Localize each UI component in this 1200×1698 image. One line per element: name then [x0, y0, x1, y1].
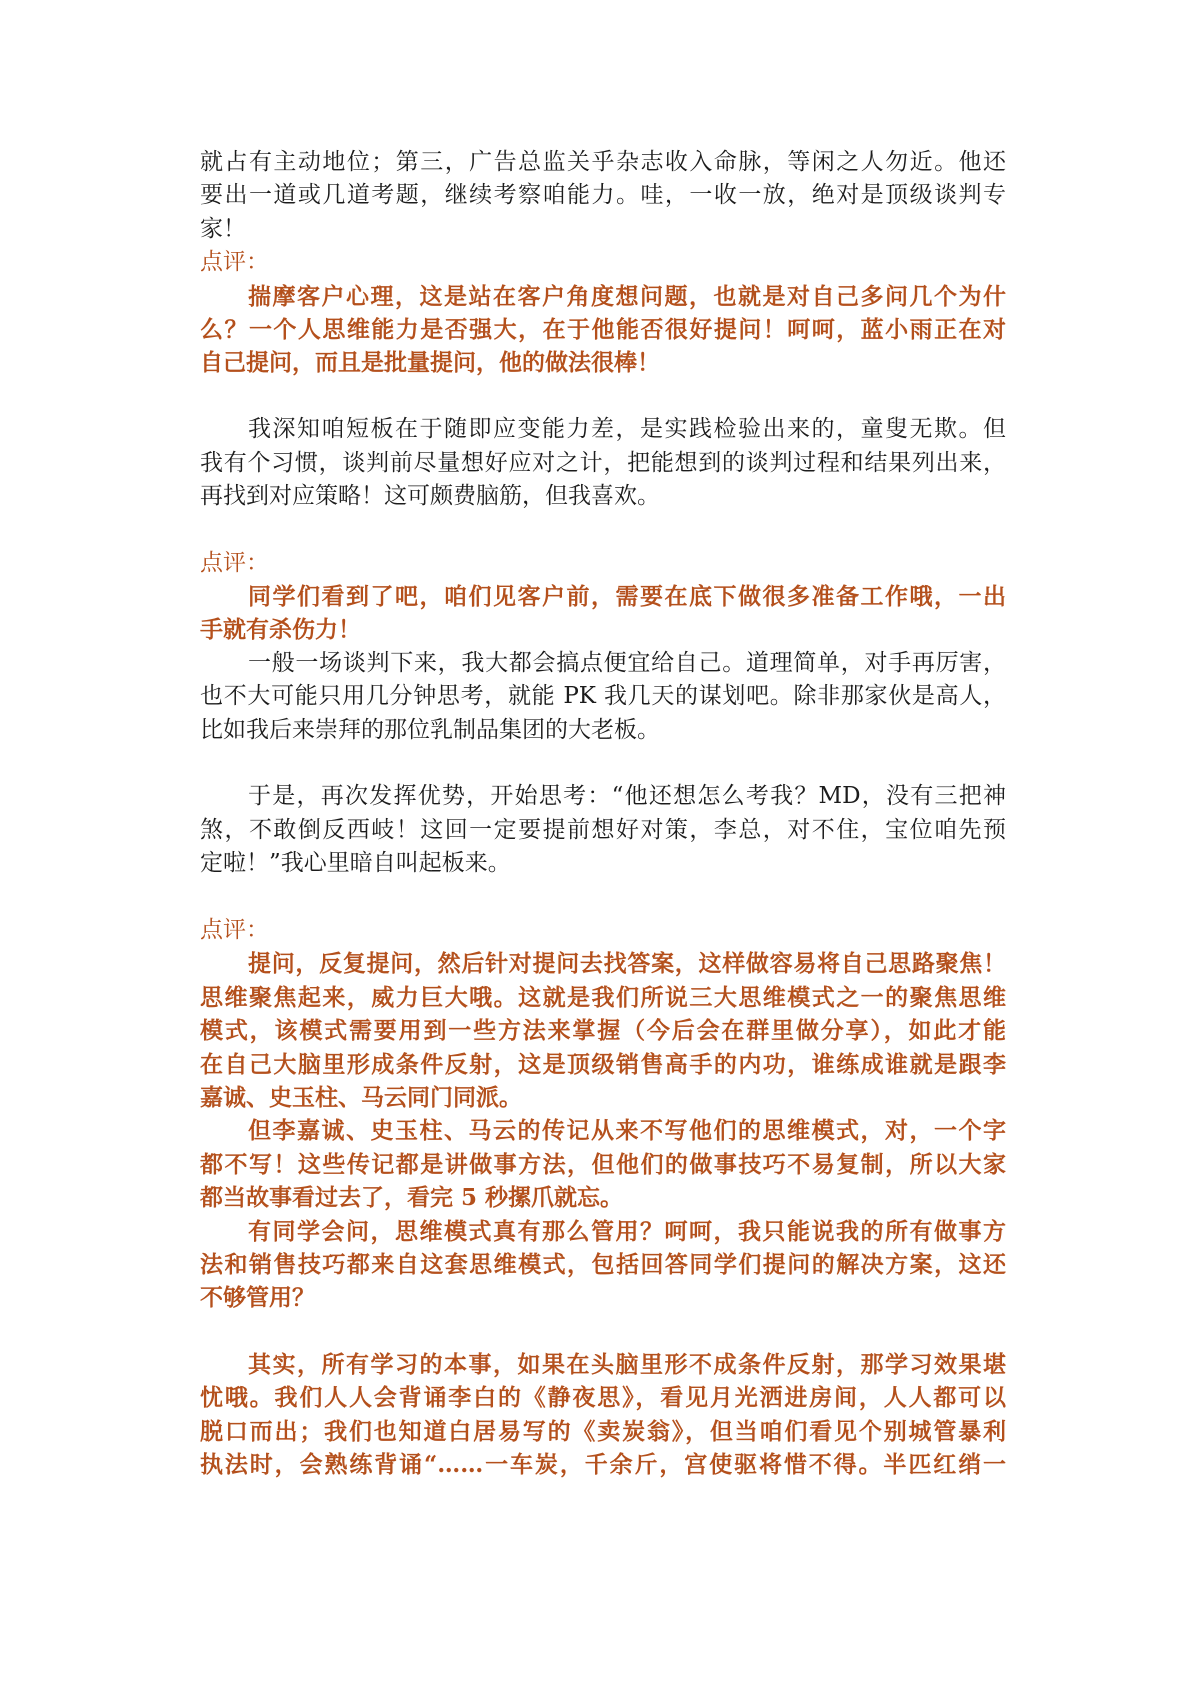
text-line: 一般一场谈判下来，我大都会搞点便宜给自己。道理简单，对手再厉害，: [248, 649, 1006, 676]
text-line: 再找到对应策略！这可颇费脑筋，但我喜欢。: [200, 482, 660, 509]
text-line: 我深知咱短板在于随即应变能力差，是实践检验出来的，童叟无欺。但: [248, 416, 1006, 443]
comment-line: 不够管用？: [200, 1284, 315, 1312]
comment-paragraph: [200, 1114, 1006, 1214]
comment-line: 提问，反复提问，然后针对提问去找答案，这样做容易将自己思路聚焦！: [248, 950, 1006, 978]
text-line: 我有个习惯，谈判前尽量想好应对之计，把能想到的谈判过程和结果列出来，: [200, 449, 1006, 476]
comment-line: 么？一个人思维能力是否强大，在于他能否很好提问！呵呵，蓝小雨正在对: [200, 315, 1006, 343]
text-line: 比如我后来崇拜的那位乳制品集团的大老板。: [200, 716, 660, 743]
comment-line: 揣摩客户心理，这是站在客户角度想问题，也就是对自己多问几个为什: [248, 282, 1006, 310]
blank-line: [200, 1315, 1006, 1348]
blank-line: [200, 513, 1006, 546]
text-line: 定啦！”我心里暗自叫起板来。: [200, 850, 511, 877]
blank-line: [200, 747, 1006, 780]
comment-line: 思维聚焦起来，威力巨大哦。这就是我们所说三大思维模式之一的聚焦思维: [200, 983, 1006, 1011]
text-line: 于是，再次发挥优势，开始思考：“他还想怎么考我？MD，没有三把神: [248, 783, 1006, 810]
comment-line: 都不写！这些传记都是讲做事方法，但他们的做事技巧不易复制，所以大家: [200, 1150, 1006, 1178]
comment-line: 手就有杀伤力！: [200, 616, 361, 644]
comment-line: 脱口而出；我们也知道白居易写的《卖炭翁》，但当咱们看见个别城管暴利: [200, 1417, 1006, 1445]
comment-paragraph: [200, 1215, 1006, 1315]
comment-line: 模式，该模式需要用到一些方法来掌握（今后会在群里做分享），如此才能: [200, 1017, 1006, 1045]
comment-line: 但李嘉诚、史玉柱、马云的传记从来不写他们的思维模式，对，一个字: [248, 1117, 1006, 1145]
comment-paragraph: [200, 947, 1006, 1114]
paragraph: [200, 780, 1006, 880]
text-line: 煞，不敢倒反西岐！这回一定要提前想好对策，李总，对不住，宝位咱先预: [200, 816, 1006, 843]
paragraph: [200, 647, 1006, 747]
blank-line: [200, 881, 1006, 914]
comment-paragraph: [200, 280, 1006, 380]
comment-line: 有同学会问，思维模式真有那么管用？呵呵，我只能说我的所有做事方: [248, 1217, 1006, 1245]
comment-heading: 点评：: [200, 249, 269, 276]
comment-line: 忧哦。我们人人会背诵李白的《静夜思》，看见月光洒进房间，人人都可以: [200, 1384, 1006, 1412]
comment-line: 自己提问，而且是批量提问，他的做法很棒！: [200, 349, 660, 377]
blank-line: [200, 380, 1006, 413]
comment-line: 嘉诚、史玉柱、马云同门同派。: [200, 1083, 522, 1111]
text-line: 家！: [200, 215, 246, 242]
comment-paragraph: [200, 580, 1006, 647]
text-line: 就占有主动地位；第三，广告总监关乎杂志收入命脉，等闲之人勿近。他还: [200, 149, 1006, 175]
paragraph: [200, 146, 1006, 246]
paragraph: [200, 413, 1006, 513]
comment-heading: 点评：: [200, 549, 269, 576]
text-line: 要出一道或几道考题，继续考察咱能力。哇，一收一放，绝对是顶级谈判专: [200, 182, 1006, 209]
comment-line: 都当故事看过去了，看完 5 秒摞爪就忘。: [200, 1184, 624, 1212]
comment-line: 在自己大脑里形成条件反射，这是顶级销售高手的内功，谁练成谁就是跟李: [200, 1050, 1006, 1078]
document-page: [200, 146, 1006, 1482]
comment-line: 同学们看到了吧，咱们见客户前，需要在底下做很多准备工作哦，一出: [248, 583, 1006, 611]
comment-line: 执法时，会熟练背诵“……一车炭，千余斤，宫使驱将惜不得。半匹红绡一: [200, 1451, 1006, 1479]
comment-heading: 点评：: [200, 916, 269, 943]
comment-line: 其实，所有学习的本事，如果在头脑里形不成条件反射，那学习效果堪: [248, 1351, 1006, 1379]
comment-line: 法和销售技巧都来自这套思维模式，包括回答同学们提问的解决方案，这还: [200, 1250, 1006, 1278]
text-line: 也不大可能只用几分钟思考，就能 PK 我几天的谋划吧。除非那家伙是高人，: [200, 683, 1006, 710]
comment-paragraph: [200, 1348, 1006, 1482]
